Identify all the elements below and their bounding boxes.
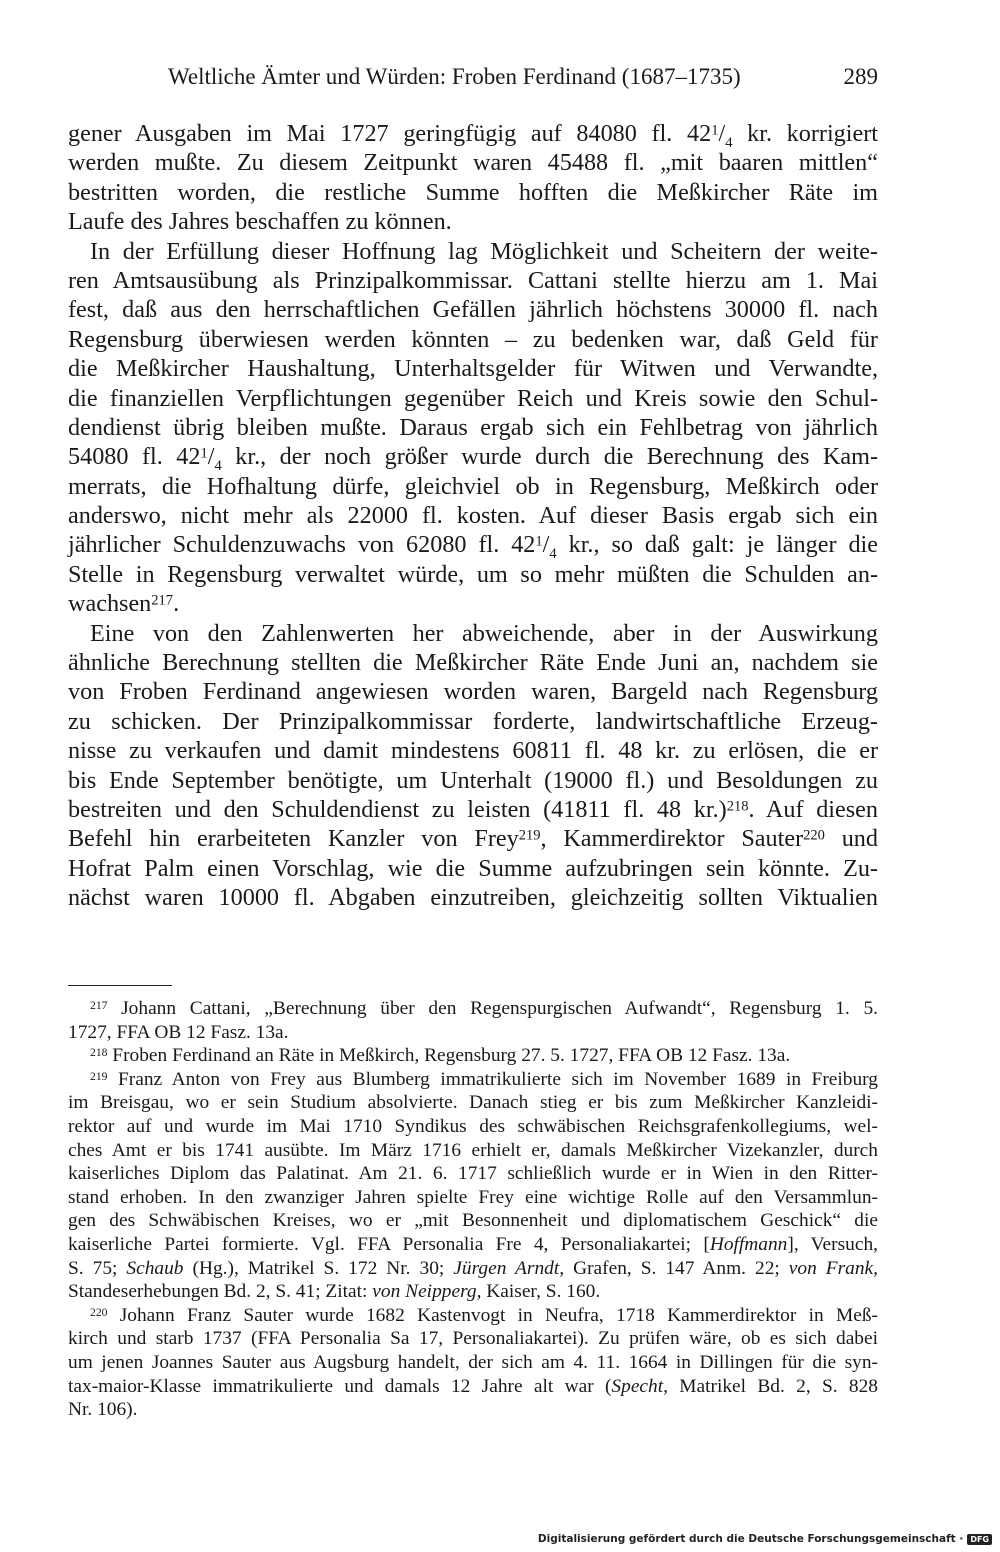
dfg-logo: DFG (967, 1534, 992, 1545)
running-title: Weltliche Ämter und Würden: Froben Ferdinand (1687–1735) (168, 64, 741, 89)
footnote-line: S. 75; Schaub (Hg.), Matrikel S. 172 Nr. 30; Jürgen Arndt, Grafen, S. 147 Anm. 22; von Frank, (68, 1257, 879, 1279)
footnote-line: im Breisgau, wo er sein Studium absolvierte. Danach stieg er bis zum Meßkircher Kanzleidi- (68, 1092, 878, 1114)
text-line: wachsen$^{217}$. (68, 590, 180, 618)
footnote-ref: 220 (803, 827, 825, 844)
text-line: fest, daß aus den herrschaftlichen Gefällen jährlich höchstens 30000 fl. nach (68, 296, 878, 324)
footnote-line: $^{220}$ Johann Franz Sauter wurde 1682 Kastenvogt in Neufra, 1718 Kammerdirektor in Meß- (90, 1304, 878, 1326)
footnote-line: 1727, FFA OB 12 Fasz. 13a. (68, 1021, 289, 1043)
text-line: Laufe des Jahres beschaffen zu können. (68, 208, 452, 236)
footnote-separator (68, 985, 172, 986)
text-line: bestritten worden, die restliche Summe hofften die Meßkircher Räte im (68, 178, 878, 206)
text-line: nisse zu verkaufen und damit mindestens 60811 fl. 48 kr. zu erlösen, die er (68, 737, 878, 765)
footnotes (68, 997, 878, 1422)
text-line: die finanziellen Verpflichtungen gegenüber Reich und Kreis sowie den Schul- (68, 384, 878, 412)
text-line: Stelle in Regensburg verwaltet würde, um so mehr müßten die Schulden an- (68, 560, 878, 588)
footnote-line: $^{219}$ Franz Anton von Frey aus Blumberg immatrikulierte sich im November 1689 in Freiburg (90, 1068, 878, 1090)
credit-text: Digitalisierung gefördert durch die Deutsche Forschungsgemeinschaft · (537, 1533, 964, 1545)
text-line: die Meßkircher Haushaltung, Unterhaltsgelder für Witwen und Verwandte, (68, 355, 878, 383)
text-line: anderswo, nicht mehr als 22000 fl. kosten. Auf dieser Basis ergab sich ein (68, 502, 878, 530)
text-line: gener Ausgaben im Mai 1727 geringfügig auf 84080 fl. $42^1/_4$ kr. korrigiert (68, 120, 879, 151)
footnote-line: kirch und starb 1737 (FFA Personalia Sa 17, Personaliakartei). Zu prüfen wäre, ob es sich dabei (68, 1328, 878, 1350)
footnote-line: kaiserliche Partei formierte. Vgl. FFA Personalia Fre 4, Personaliakartei; [Hoffmann], Versuch, (68, 1233, 878, 1255)
footnote-line: gen des Schwäbischen Kreises, wo er „mit Besonnenheit und diplomatischem Geschick“ die (68, 1210, 878, 1232)
text-line: merrats, die Hofhaltung dürfe, gleichviel ob in Regensburg, Meßkirch oder (68, 472, 878, 500)
footnote-line: tax-maior-Klasse immatrikulierte und damals 12 Jahre alt war (Specht, Matrikel Bd. 2, S. 828 (68, 1375, 878, 1397)
digitization-credit (538, 1533, 992, 1545)
footnote-line: Standeserhebungen Bd. 2, S. 41; Zitat: von Neipperg, Kaiser, S. 160. (68, 1281, 601, 1303)
footnote-ref: 217 (151, 592, 174, 609)
footnote-line: $^{218}$ Froben Ferdinand an Räte in Meßkirch, Regensburg 27. 5. 1727, FFA OB 12 Fasz. 13a. (90, 1045, 791, 1067)
footnote-line: $^{217}$ Johann Cattani, „Berechnung über den Regenspurgischen Aufwandt“, Regensburg 1. 5. (90, 998, 878, 1019)
text-line: ähnliche Berechnung stellten die Meßkircher Räte Ende Juni an, nachdem sie (68, 649, 878, 677)
text-line: Eine von den Zahlenwerten her abweichende, aber in der Auswirkung (90, 619, 878, 647)
text-line: Regensburg überwiesen werden könnten – zu bedenken war, daß Geld für (68, 325, 878, 353)
text-line: ren Amtsausübung als Prinzipalkommissar. Cattani stellte hierzu am 1. Mai (68, 266, 878, 294)
text-line: jährlicher Schuldenzuwachs von 62080 fl. $42^1/_4$ kr., so daß galt: je länger die (68, 531, 878, 563)
text-line: Befehl hin erarbeiteten Kanzler von Frey$^{219}$, Kammerdirektor Sauter$^{220}$ und (68, 825, 878, 853)
text-line: In der Erfüllung dieser Hoffnung lag Möglichkeit und Scheitern der weite- (90, 237, 878, 265)
text-line: werden mußte. Zu diesem Zeitpunkt waren 45488 fl. „mit baaren mittlen“ (68, 149, 878, 177)
text-line: 54080 fl. $42^1/_4$ kr., der noch größer wurde durch die Berechnung des Kam- (68, 443, 878, 475)
page-number: 289 (843, 64, 878, 89)
footnote-line: kaiserliches Diplom das Palatinat. Am 21. 6. 1717 schließlich wurde er in Wien in den Ritter- (68, 1163, 878, 1185)
text-line: bis Ende September benötigte, um Unterhalt (19000 fl.) und Besoldungen zu (68, 766, 878, 794)
footnote-line: rektor auf und wurde im Mai 1710 Syndikus des schwäbischen Reichsgrafenkollegiums, wel- (68, 1115, 878, 1137)
text-line: zu schicken. Der Prinzipalkommissar forderte, landwirtschaftliche Erzeug- (68, 707, 878, 735)
footnote-ref: 219 (518, 827, 541, 844)
main-text (68, 119, 878, 913)
footnote-line: Nr. 106). (68, 1399, 138, 1421)
footnote-ref: 218 (726, 798, 749, 815)
footnote-line: um jenen Joannes Sauter aus Augsburg handelt, der sich am 4. 11. 1664 in Dillingen für die syn- (68, 1351, 878, 1373)
footnote-line: ches Amt er bis 1741 ausübte. Im März 1716 erhielt er, damals Meßkircher Vizekanzler, durch (68, 1139, 878, 1161)
footnote-line: stand erhoben. In den zwanziger Jahren spielte Frey eine wichtige Rolle auf den Versammlun- (68, 1186, 878, 1208)
text-line: dendienst übrig bleiben mußte. Daraus ergab sich ein Fehlbetrag von jährlich (68, 413, 878, 441)
text-line: nächst waren 10000 fl. Abgaben einzutreiben, gleichzeitig sollten Viktualien (68, 884, 878, 912)
text-line: bestreiten und den Schuldendienst zu leisten (41811 fl. 48 kr.)$^{218}$. Auf diesen (68, 795, 878, 823)
text-line: Hofrat Palm einen Vorschlag, wie die Summe aufzubringen sein könnte. Zu- (68, 854, 878, 882)
text-line: von Froben Ferdinand angewiesen worden waren, Bargeld nach Regensburg (68, 678, 878, 706)
